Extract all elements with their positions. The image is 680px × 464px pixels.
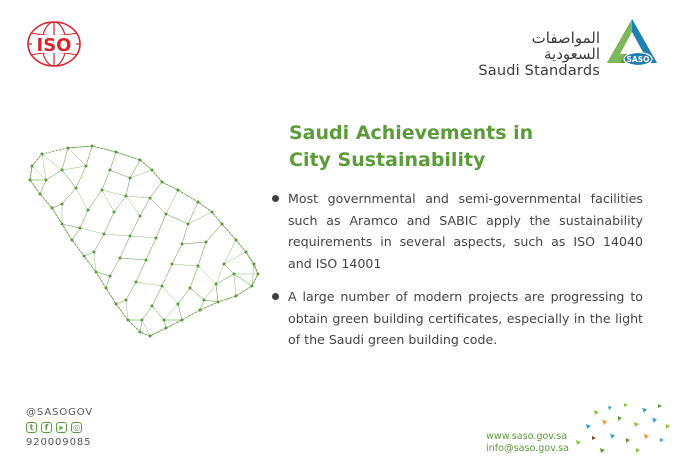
- map-node: [29, 179, 32, 182]
- map-node: [155, 237, 158, 240]
- email-link[interactable]: info@saso.gov.sa: [486, 443, 570, 454]
- map-node: [245, 251, 248, 254]
- map-node: [39, 193, 42, 196]
- map-node: [189, 287, 192, 290]
- map-node: [75, 187, 78, 190]
- map-node: [253, 263, 256, 266]
- map-node: [101, 189, 104, 192]
- map-node: [87, 209, 90, 212]
- bullet-dot: [272, 195, 279, 202]
- bullet-list: [272, 188, 643, 363]
- map-node: [181, 243, 184, 246]
- map-node: [71, 239, 74, 242]
- website-link[interactable]: www.saso.gov.sa: [486, 431, 568, 442]
- map-node: [79, 227, 82, 230]
- saudi-arabia-map-illustration: [22, 140, 264, 340]
- map-node: [205, 241, 208, 244]
- map-node: [135, 281, 138, 284]
- map-network-lines: [30, 146, 258, 336]
- map-node: [125, 195, 128, 198]
- decorative-triangles: [572, 400, 672, 456]
- facebook-icon[interactable]: f: [41, 422, 52, 433]
- iso-logo-text: ISO: [36, 35, 72, 56]
- map-node: [41, 153, 44, 156]
- bullet-item: [272, 188, 643, 274]
- bullet-text: A large number of modern projects are progressing to obtain green building certificates, especially in the light of the Saudi green building code.: [288, 289, 643, 347]
- map-node: [67, 147, 70, 150]
- map-node: [109, 275, 112, 278]
- map-node: [127, 319, 130, 322]
- map-node: [203, 299, 206, 302]
- map-node: [257, 273, 260, 276]
- map-node: [177, 189, 180, 192]
- map-node: [215, 283, 218, 286]
- map-node: [119, 257, 122, 260]
- map-node: [115, 151, 118, 154]
- map-node: [61, 203, 64, 206]
- saso-english-name: Saudi Standards: [478, 63, 600, 79]
- map-outline: [30, 146, 258, 336]
- map-node: [93, 251, 96, 254]
- map-node: [199, 309, 202, 312]
- map-node: [163, 319, 166, 322]
- saso-badge-text: SASO: [626, 55, 650, 64]
- map-node: [141, 319, 144, 322]
- map-node: [109, 169, 112, 172]
- instagram-icon[interactable]: ◎: [71, 422, 82, 433]
- saso-arabic-name: المواصفات السعودية: [531, 29, 600, 63]
- map-node: [221, 223, 224, 226]
- map-node: [149, 335, 152, 338]
- map-node: [83, 255, 86, 258]
- map-node: [105, 287, 108, 290]
- social-icons: [26, 422, 82, 434]
- map-node: [165, 213, 168, 216]
- map-node: [187, 223, 190, 226]
- title-line-2: City Sustainability: [289, 149, 486, 171]
- map-node: [161, 181, 164, 184]
- map-node: [181, 319, 184, 322]
- map-node: [151, 305, 154, 308]
- map-node: [151, 169, 154, 172]
- iso-logo: [26, 20, 82, 68]
- map-node: [161, 285, 164, 288]
- map-node: [149, 197, 152, 200]
- map-node: [235, 239, 238, 242]
- map-node: [171, 263, 174, 266]
- title-line-1: Saudi Achievements in: [289, 122, 534, 144]
- map-node: [85, 165, 88, 168]
- map-node: [235, 295, 238, 298]
- saso-logo-icon: [604, 16, 660, 68]
- social-handle[interactable]: @SASOGOV: [26, 407, 94, 418]
- map-node: [61, 223, 64, 226]
- youtube-icon[interactable]: ▸: [56, 422, 67, 433]
- map-node: [129, 177, 132, 180]
- bullet-text: Most governmental and semi-governmental facilities such as Aramco and SABIC apply the sustainability requirements in several aspects, such as ISO 14040 and ISO 14001: [288, 191, 643, 271]
- saso-wordmark: [478, 30, 600, 80]
- map-node: [91, 145, 94, 148]
- map-node: [145, 259, 148, 262]
- map-node: [113, 211, 116, 214]
- map-node: [165, 327, 168, 330]
- map-node: [197, 201, 200, 204]
- map-node: [139, 159, 142, 162]
- bullet-item: [272, 286, 643, 351]
- map-node: [115, 303, 118, 306]
- phone-number: 920009085: [26, 437, 92, 448]
- map-node: [45, 179, 48, 182]
- map-node: [139, 215, 142, 218]
- map-node: [125, 299, 128, 302]
- map-node: [251, 285, 254, 288]
- map-node: [197, 265, 200, 268]
- bullet-dot: [272, 293, 279, 300]
- map-node: [51, 207, 54, 210]
- map-node: [233, 273, 236, 276]
- map-node: [177, 303, 180, 306]
- map-node: [61, 169, 64, 172]
- map-node: [211, 211, 214, 214]
- map-node: [95, 271, 98, 274]
- twitter-icon[interactable]: t: [26, 422, 37, 433]
- map-node: [31, 165, 34, 168]
- map-node: [217, 301, 220, 304]
- page-title: [289, 120, 649, 174]
- map-node: [223, 263, 226, 266]
- map-node: [129, 235, 132, 238]
- map-node: [139, 331, 142, 334]
- map-node: [103, 233, 106, 236]
